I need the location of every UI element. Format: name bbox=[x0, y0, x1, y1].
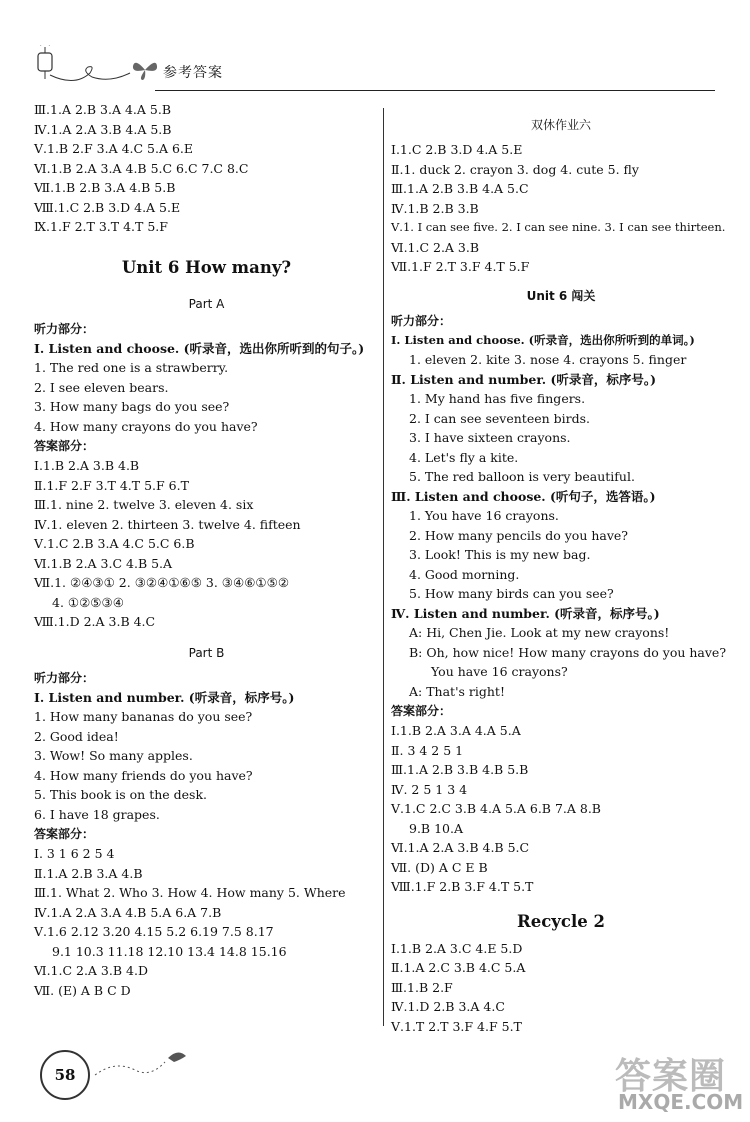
unit-title: Unit 6 How many? bbox=[121, 257, 292, 277]
listening-line: 2. I can see seventeen birds. bbox=[409, 410, 590, 426]
weekend-homework-title: 双休作业六 bbox=[530, 118, 591, 132]
answer-line: Ⅰ.1.C 2.B 3.D 4.A 5.E bbox=[391, 142, 523, 157]
listening-line: 3. I have sixteen crayons. bbox=[409, 430, 571, 445]
answer-line: Ⅱ.1.A 2.C 3.B 4.C 5.A bbox=[391, 960, 526, 975]
answer-line: Ⅱ. 3 4 2 5 1 bbox=[391, 742, 464, 758]
answer-line: Ⅳ.1. eleven 2. thirteen 3. twelve 4. fifteen bbox=[34, 516, 301, 532]
answer-line: Ⅵ.1.B 2.A 3.A 4.B 5.C 6.C 7.C 8.C bbox=[34, 160, 249, 176]
answer-line: Ⅰ.1.B 2.A 3.A 4.A 5.A bbox=[391, 723, 521, 738]
listening-line: 3. How many bags do you see? bbox=[34, 399, 230, 414]
dialogue-line: A: That's right! bbox=[409, 683, 505, 699]
watermark: 答案圈 bbox=[615, 1056, 727, 1097]
answer-line: Ⅷ.1.F 2.B 3.F 4.T 5.T bbox=[391, 879, 534, 894]
answer-line: Ⅲ.1.A 2.B 3.B 4.A 5.C bbox=[391, 181, 529, 196]
answer-line: Ⅶ. (E) A B C D bbox=[34, 982, 131, 998]
answer-line: Ⅵ.1.C 2.A 3.B bbox=[391, 239, 480, 255]
answer-line: 9.1 10.3 11.18 12.10 13.4 14.8 15.16 bbox=[52, 943, 287, 959]
answer-line: Ⅲ.1. What 2. Who 3. How 4. How many 5. Where bbox=[34, 885, 346, 900]
answer-line: Ⅷ.1.C 2.B 3.D 4.A 5.E bbox=[34, 199, 181, 215]
answer-line: 4. ①②⑤③④ bbox=[52, 594, 124, 610]
answer-line: Ⅳ.1.D 2.B 3.A 4.C bbox=[391, 999, 505, 1014]
listening-line: 2. How many pencils do you have? bbox=[409, 527, 629, 543]
listening-line: 4. How many crayons do you have? bbox=[34, 418, 258, 434]
listening-line: 5. How many birds can you see? bbox=[409, 586, 614, 601]
bird-icon bbox=[90, 1040, 200, 1080]
listening-line: 6. I have 18 grapes. bbox=[34, 806, 160, 822]
left-column bbox=[34, 100, 379, 1000]
page-title: 参考答案 bbox=[163, 65, 223, 81]
listening-line: 3. Wow! So many apples. bbox=[34, 748, 193, 763]
answer-line: Ⅶ. (D) A C E B bbox=[391, 859, 488, 875]
answers-label: 答案部分： bbox=[391, 704, 452, 718]
listening-line: 4. How many friends do you have? bbox=[34, 767, 253, 783]
part-b-title: Part B bbox=[188, 645, 225, 660]
answer-line: Ⅲ.1.B 2.F bbox=[391, 979, 453, 995]
listening-line: 4. Good morning. bbox=[409, 566, 520, 582]
question-title: Ⅰ. Listen and choose. (听录音，选出你所听到的单词。) bbox=[391, 332, 695, 347]
question-title: Ⅲ. Listen and choose. (听句子，选答语。) bbox=[391, 488, 656, 504]
answer-line: Ⅸ.1.F 2.T 3.T 4.T 5.F bbox=[34, 219, 168, 234]
answer-line: Ⅴ.1.6 2.12 3.20 4.15 5.2 6.19 7.5 8.17 bbox=[34, 924, 274, 939]
answer-line: Ⅶ.1.B 2.B 3.A 4.B 5.B bbox=[34, 180, 176, 195]
listening-line: 5. This book is on the desk. bbox=[34, 787, 208, 802]
listening-label: 听力部分： bbox=[34, 321, 95, 336]
listening-line: 1. My hand has five fingers. bbox=[409, 391, 586, 406]
answer-line: Ⅳ.1.B 2.B 3.B bbox=[391, 200, 479, 216]
answer-line: Ⅲ.1.A 2.B 3.A 4.A 5.B bbox=[34, 102, 172, 117]
watermark-url: MXQE.COM bbox=[618, 1090, 744, 1114]
listening-line: 3. Look! This is my new bag. bbox=[409, 547, 591, 562]
butterfly-icon bbox=[130, 58, 160, 82]
answer-line: Ⅴ.1.B 2.F 3.A 4.C 5.A 6.E bbox=[34, 141, 194, 156]
question-title: Ⅱ. Listen and number. (听录音，标序号。) bbox=[391, 371, 657, 387]
dialogue-line: B: Oh, how nice! How many crayons do you have? bbox=[409, 644, 727, 660]
dialogue-line: You have 16 crayons? bbox=[431, 664, 568, 679]
answer-line: Ⅵ.1.B 2.A 3.C 4.B 5.A bbox=[34, 555, 173, 571]
dialogue-line: A: Hi, Chen Jie. Look at my new crayons! bbox=[409, 625, 670, 640]
listening-line: 2. I see eleven bears. bbox=[34, 379, 169, 395]
listening-label: 听力部分： bbox=[34, 670, 95, 685]
header-rule bbox=[155, 90, 715, 91]
answer-line: Ⅴ.1. I can see five. 2. I can see nine. 3. I can see thirteen. bbox=[391, 220, 726, 234]
question-title: Ⅰ. Listen and number. (听录音，标序号。) bbox=[34, 689, 295, 705]
answer-line: Ⅳ. 2 5 1 3 4 bbox=[391, 781, 468, 797]
answer-line: Ⅴ.1.T 2.T 3.F 4.F 5.T bbox=[391, 1018, 522, 1034]
part-a-title: Part A bbox=[188, 296, 225, 311]
right-column bbox=[391, 100, 731, 1036]
question-title: Ⅰ. Listen and choose. (听录音，选出你所听到的句子。) bbox=[34, 340, 365, 356]
answer-line: Ⅱ.1.A 2.B 3.A 4.B bbox=[34, 865, 143, 881]
answer-line: Ⅱ.1.F 2.F 3.T 4.T 5.F 6.T bbox=[34, 477, 189, 493]
answer-line: Ⅳ.1.A 2.A 3.A 4.B 5.A 6.A 7.B bbox=[34, 904, 222, 920]
answer-line: Ⅴ.1.C 2.C 3.B 4.A 5.A 6.B 7.A 8.B bbox=[391, 801, 601, 816]
checkpoint-title: Unit 6 闯关 bbox=[526, 288, 596, 303]
recycle-title: Recycle 2 bbox=[517, 911, 605, 931]
listening-line: 2. Good idea! bbox=[34, 728, 119, 744]
question-title: Ⅳ. Listen and number. (听录音，标序号。) bbox=[391, 605, 660, 621]
answer-line: Ⅲ.1. nine 2. twelve 3. eleven 4. six bbox=[34, 497, 254, 512]
answers-label: 答案部分： bbox=[34, 827, 95, 841]
answer-line: 1. eleven 2. kite 3. nose 4. crayons 5. finger bbox=[409, 352, 687, 367]
page-number: 58 bbox=[40, 1050, 90, 1100]
answer-line: Ⅲ.1.A 2.B 3.B 4.B 5.B bbox=[391, 762, 529, 777]
answer-line: Ⅱ.1. duck 2. crayon 3. dog 4. cute 5. fly bbox=[391, 161, 639, 177]
answer-line: Ⅴ.1.C 2.B 3.A 4.C 5.C 6.B bbox=[34, 536, 195, 551]
column-divider bbox=[383, 108, 384, 1026]
answer-line: Ⅵ.1.A 2.A 3.B 4.B 5.C bbox=[391, 840, 530, 855]
listening-line: 1. You have 16 crayons. bbox=[409, 508, 559, 523]
listening-line: 4. Let's fly a kite. bbox=[409, 449, 519, 465]
answer-line: Ⅰ. 3 1 6 2 5 4 bbox=[34, 846, 115, 861]
answer-line: Ⅷ.1.D 2.A 3.B 4.C bbox=[34, 614, 156, 629]
listening-label: 听力部分： bbox=[391, 313, 452, 328]
answer-line: Ⅳ.1.A 2.A 3.B 4.A 5.B bbox=[34, 121, 172, 137]
answer-line: Ⅰ.1.B 2.A 3.B 4.B bbox=[34, 458, 140, 473]
answer-line: Ⅵ.1.C 2.A 3.B 4.D bbox=[34, 963, 148, 978]
listening-line: 1. How many bananas do you see? bbox=[34, 709, 253, 724]
answer-line: 9.B 10.A bbox=[409, 820, 463, 836]
answers-label: 答案部分： bbox=[34, 439, 95, 453]
answer-line: Ⅶ.1. ②④③① 2. ③②④①⑥⑤ 3. ③④⑥①⑤② bbox=[34, 575, 290, 590]
answer-line: Ⅰ.1.B 2.A 3.C 4.E 5.D bbox=[391, 940, 523, 956]
listening-line: 1. The red one is a strawberry. bbox=[34, 360, 229, 375]
listening-line: 5. The red balloon is very beautiful. bbox=[409, 469, 635, 484]
page-header bbox=[30, 40, 720, 95]
answer-line: Ⅶ.1.F 2.T 3.F 4.T 5.F bbox=[391, 259, 530, 274]
